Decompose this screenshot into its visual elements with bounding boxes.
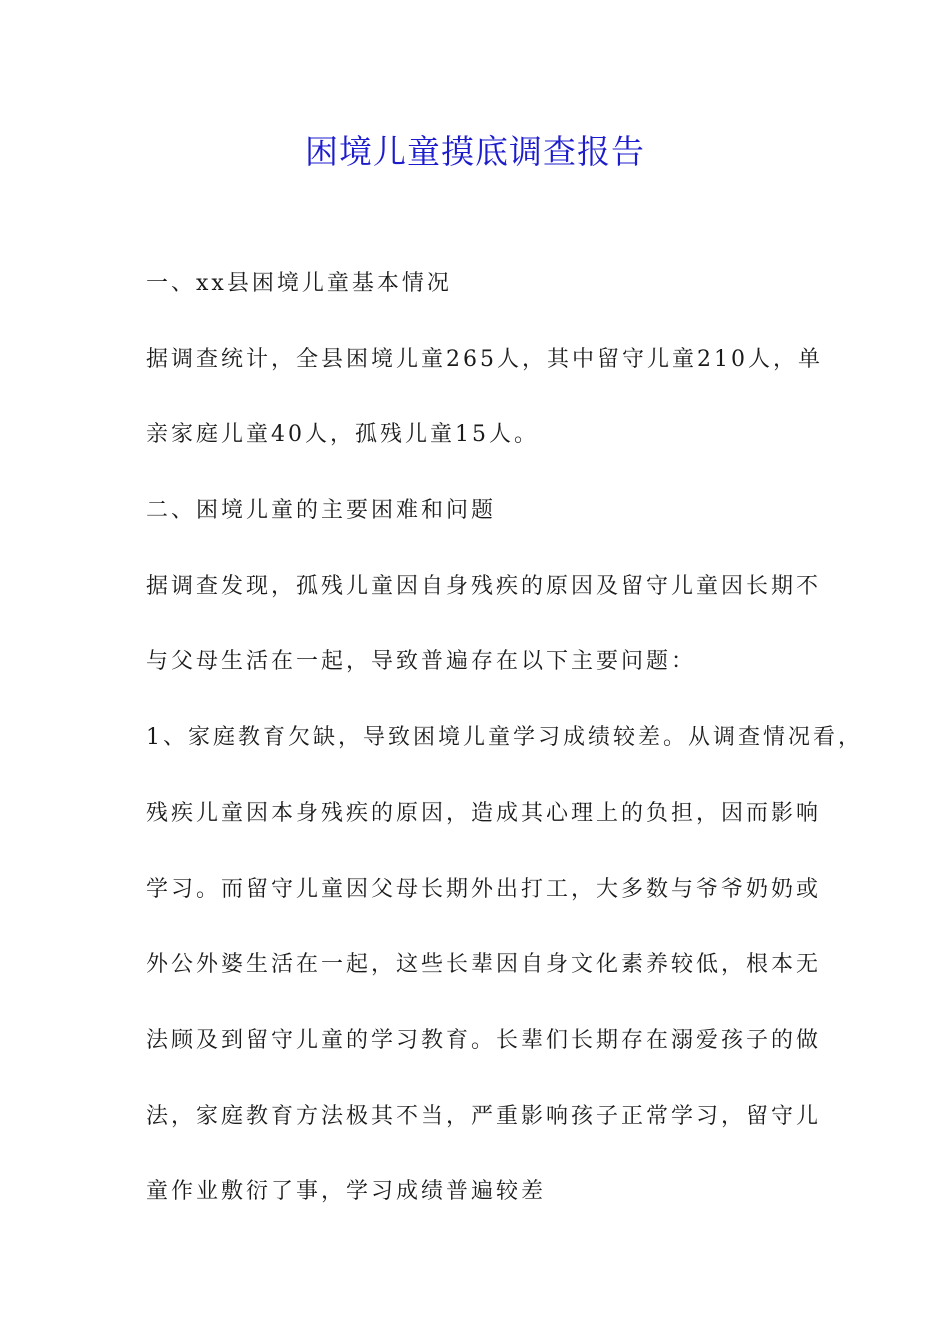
section-heading: 二、困境儿童的主要困难和问题	[146, 498, 497, 524]
paragraph-line: 亲家庭儿童40人，孤残儿童15人。	[146, 422, 539, 448]
paragraph-line: 童作业敷衍了事，学习成绩普遍较差	[146, 1179, 547, 1205]
section-heading: 一、xx县困境儿童基本情况	[146, 271, 452, 296]
paragraph-line: 学习。而留守儿童因父母长期外出打工，大多数与爷爷奶奶或	[146, 876, 822, 902]
document-title: 困境儿童摸底调查报告	[305, 132, 645, 171]
paragraph-line: 与父母生活在一起，导致普遍存在以下主要问题：	[146, 649, 697, 675]
document-body	[146, 264, 863, 1248]
paragraph-line: 1、家庭教育欠缺，导致困境儿童学习成绩较差。从调查情况看，	[146, 725, 863, 751]
paragraph-line: 法，家庭教育方法极其不当，严重影响孩子正常学习，留守儿	[146, 1103, 822, 1129]
paragraph-line: 法顾及到留守儿童的学习教育。长辈们长期存在溺爱孩子的做	[146, 1027, 822, 1053]
paragraph-line: 据调查发现，孤残儿童因自身残疾的原因及留守儿童因长期不	[146, 573, 822, 599]
paragraph-line: 据调查统计，全县困境儿童265人，其中留守儿童210人，单	[146, 346, 823, 372]
paragraph-line: 残疾儿童因本身残疾的原因，造成其心理上的负担，因而影响	[146, 800, 822, 826]
paragraph-line: 外公外婆生活在一起，这些长辈因自身文化素养较低，根本无	[146, 952, 822, 978]
